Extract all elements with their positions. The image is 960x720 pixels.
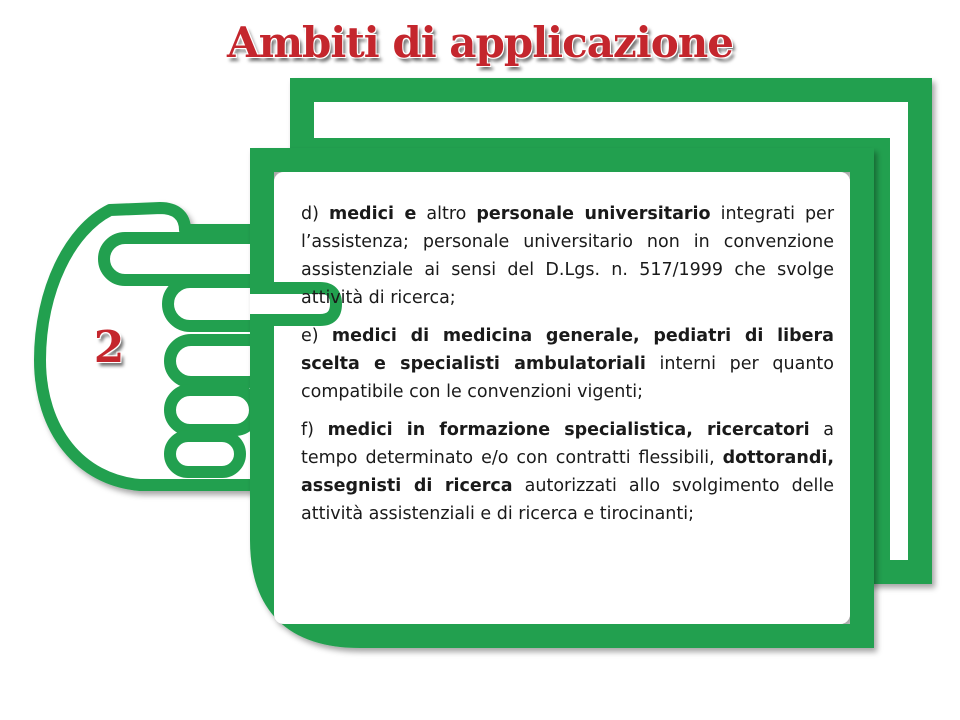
item-number-badge: 2 — [93, 322, 125, 373]
paragraph-f — [301, 416, 834, 528]
text-run: f) — [301, 420, 328, 440]
bold-text-run: medici e — [328, 204, 417, 224]
paragraph-d — [301, 200, 834, 312]
text-run: integrati per l’assistenza; personale universitario non in convenzione assistenziale ai sensi del D.Lgs. n. 517/1999 che svolge attività di ricerca; — [301, 204, 835, 308]
content-text — [301, 200, 834, 538]
text-run: autorizzati allo svolgimento delle attività assistenziali e di ricerca e tirocinanti; — [301, 476, 834, 524]
text-run: altro — [416, 204, 477, 224]
text-run: a tempo determinato e/o con contratti flessibili, — [301, 420, 834, 468]
bold-text-run: medici di medicina generale, pediatri di libera scelta e specialisti ambulatoriali — [301, 326, 834, 374]
bold-text-run: personale universitario — [476, 204, 711, 224]
text-run: e) — [301, 326, 332, 346]
slide-title: Ambiti di applicazione — [227, 18, 733, 67]
text-run: interni per quanto compatibile con le convenzioni vigenti; — [301, 354, 834, 402]
bold-text-run: dottorandi, assegnisti di ricerca — [301, 448, 834, 496]
bold-text-run: medici in formazione specialistica, ricercatori — [327, 420, 810, 440]
text-run: d) — [301, 204, 329, 224]
paragraph-e — [301, 322, 834, 406]
